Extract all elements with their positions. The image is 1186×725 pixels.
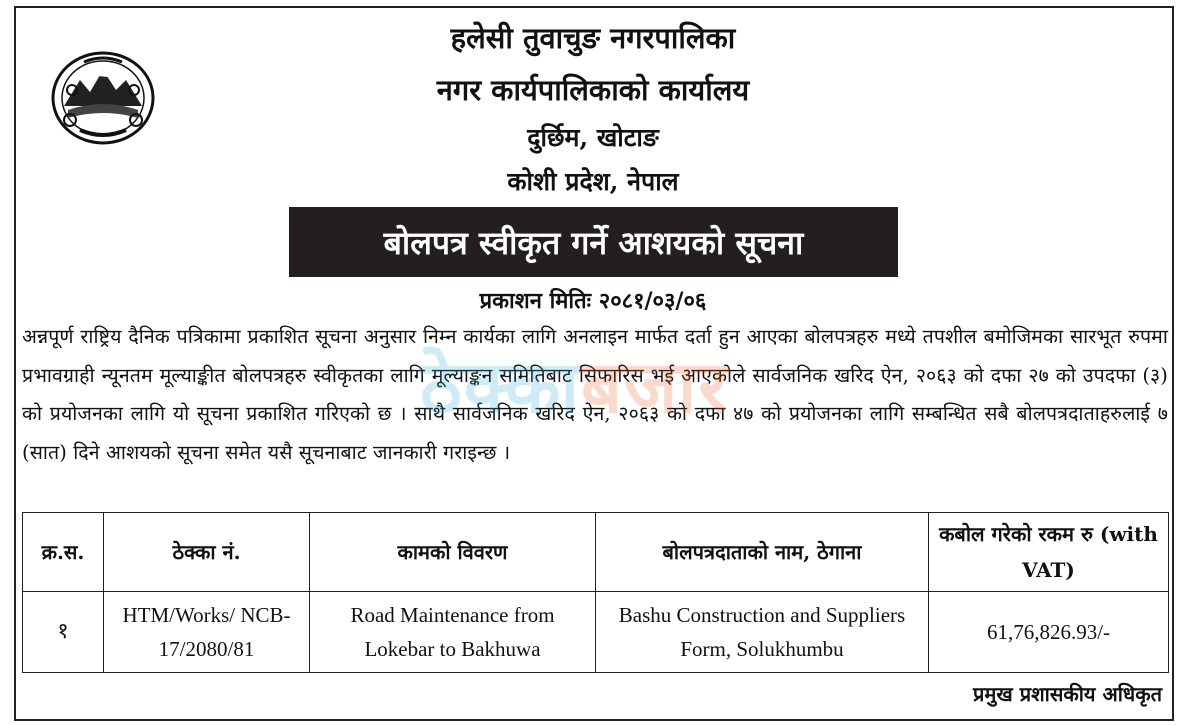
- office-location: दुर्छिम, खोटाङ: [527, 123, 659, 152]
- publication-date: प्रकाशन मितिः २०८१/०३/०६: [479, 288, 707, 314]
- column-header-serial: क्र.स.: [23, 513, 104, 592]
- table-row: [23, 592, 1169, 673]
- column-header-description: कामको विवरण: [310, 513, 596, 592]
- notice-title-banner: [289, 207, 898, 277]
- cell-contract-no: HTM/Works/ NCB-17/2080/81: [104, 592, 310, 673]
- watermark-part-2: बजार: [581, 345, 730, 429]
- cell-amount: 61,76,826.93/-: [929, 592, 1169, 673]
- watermark-part-1: ठेक्का: [420, 345, 582, 429]
- notice-body: अन्नपूर्ण राष्ट्रिय दैनिक पत्रिकामा प्रकाशित सूचना अनुसार निम्न कार्यका लागि अनलाइन मार्फत दर्ता हुन आएका बोलपत्रहरु मध्ये तपशील बमोजिमका सारभूत रुपमा प्रभावग्राही न्यूनतम मूल्याङ्कीत बोलपत्रहरु स्वीकृतका लागि मूल्याङ्कन समितिबाट सिफारिस भई आएकोले सार्वजनिक खरिद ऐन, २०६३ को दफा २७ को उपदफा (३) को प्रयोजनका लागि यो सूचना प्रकाशित गरिएको छ । साथै सार्वजनिक खरिद ऐन, २०६३ को दफा ४७ को प्रयोजनका लागि सम्बन्धित सबै बोलपत्रदाताहरुलाई ७ (सात) दिने आशयको सूचना समेत यसै सूचनाबाट जानकारी गराइन्छ ।: [22, 325, 1168, 464]
- table-header-row: [23, 513, 1169, 592]
- cell-description: Road Maintenance from Lokebar to Bakhuwa: [310, 592, 596, 673]
- column-header-amount: कबोल गरेको रकम रु (with VAT): [929, 513, 1169, 592]
- accepted-bids-table: [22, 512, 1169, 673]
- column-header-bidder: बोलपत्रदाताको नाम, ठेगाना: [596, 513, 929, 592]
- office-name: नगर कार्यपालिकाको कार्यालय: [436, 73, 750, 107]
- column-header-contract-no: ठेक्का नं.: [104, 513, 310, 592]
- province-name: कोशी प्रदेश, नेपाल: [507, 167, 679, 196]
- municipality-name: हलेसी तुवाचुङ नगरपालिका: [450, 21, 736, 55]
- cell-serial: १: [23, 592, 104, 673]
- cell-bidder: Bashu Construction and Suppliers Form, Solukhumbu: [596, 592, 929, 673]
- signatory-title: प्रमुख प्रशासकीय अधिकृत: [973, 682, 1162, 706]
- notice-title: बोलपत्र स्वीकृत गर्ने आशयको सूचना: [383, 223, 804, 262]
